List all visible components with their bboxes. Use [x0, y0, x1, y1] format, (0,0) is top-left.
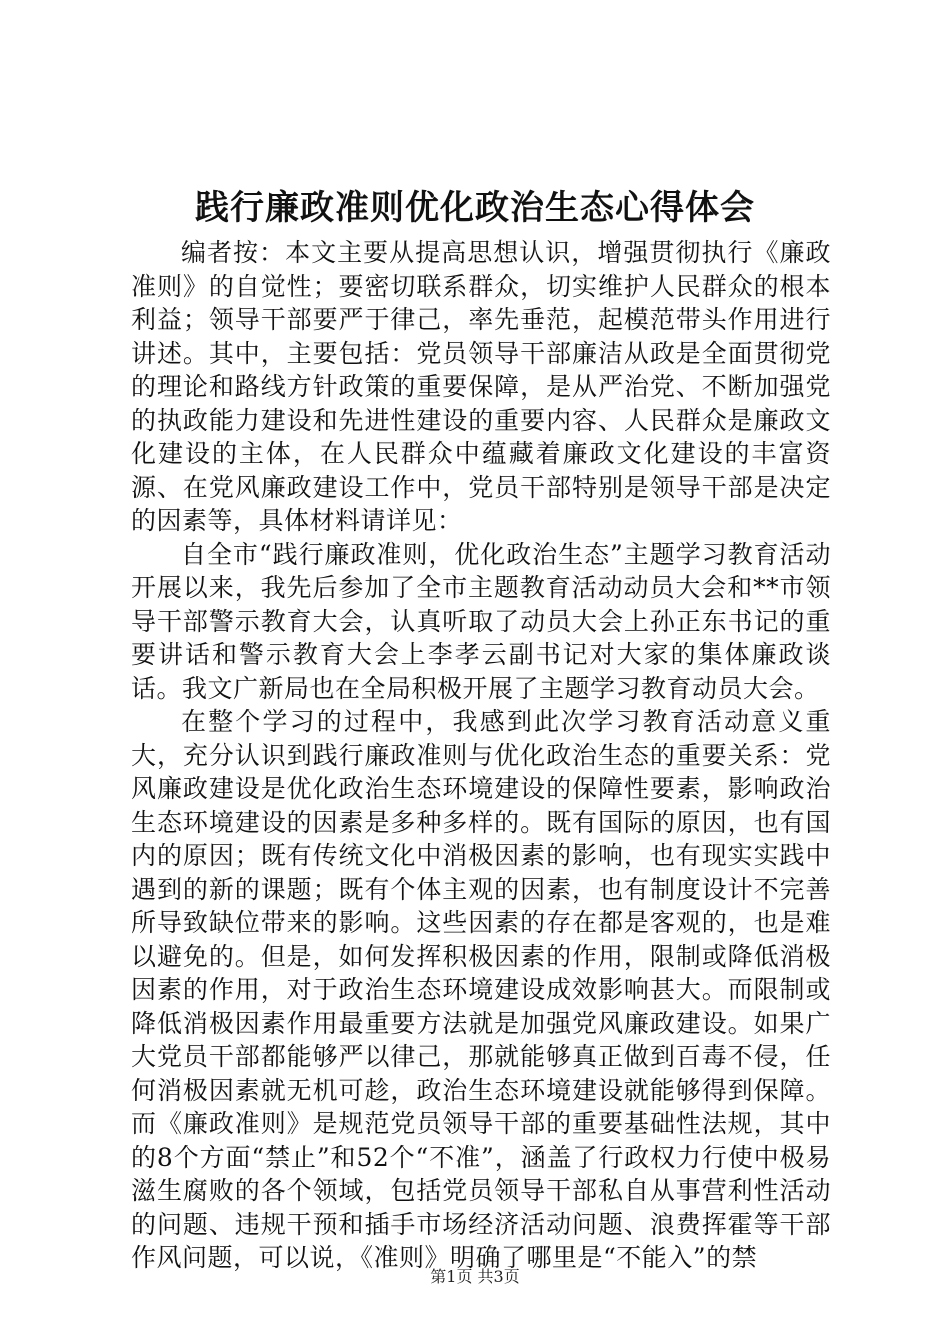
page-number-footer: 第1页 共3页 — [430, 1267, 520, 1286]
document-title: 践行廉政准则优化政治生态心得体会 — [195, 188, 755, 228]
body-paragraph: 在整个学习的过程中，我感到此次学习教育活动意义重大，充分认识到践行廉政准则与优化政治生态的重要关系：党风廉政建设是优化政治生态环境建设的保障性要素，影响政治生态环境建设的因素是多种多样的。既有国际的原因，也有国内的原因；既有传统文化中消极因素的影响，也有现实实践中遇到的新的课题；既有个体主观的因素，也有制度设计不完善所导致缺位带来的影响。这些因素的存在都是客观的，也是难以避免的。但是，如何发挥积极因素的作用，限制或降低消极因素的作用，对于政治生态环境建设成效影响甚大。而限制或降低消极因素作用最重要方法就是加强党风廉政建设。如果广大党员干部都能够严以律己，那就能够真正做到百毒不侵，任何消极因素就无机可趁，政治生态环境建设就能够得到保障。而《廉政准则》是规范党员领导干部的重要基础性法规，其中的8个方面“禁止”和52个“不准”，涵盖了行政权力行使中极易滋生腐败的各个领域，包括党员领导干部私自从事营利性活动的问题、违规干预和插手市场经济活动问题、浪费挥霍等干部作风问题，可以说，《准则》明确了哪里是“不能入”的禁 — [131, 707, 831, 1272]
body-paragraph: 自全市“践行廉政准则，优化政治生态”主题学习教育活动开展以来，我先后参加了全市主题教育活动动员大会和**市领导干部警示教育大会，认真听取了动员大会上孙正东书记的重要讲话和警示教育大会上李孝云副书记对大家的集体廉政谈话。我文广新局也在全局积极开展了主题学习教育动员大会。 — [131, 539, 831, 703]
editor-note-paragraph: 编者按：本文主要从提高思想认识，增强贯彻执行《廉政准则》的自觉性；要密切联系群众，切实维护人民群众的根本利益；领导干部要严于律己，率先垂范，起模范带头作用进行讲述。其中，主要包括：党员领导干部廉洁从政是全面贯彻党的理论和路线方针政策的重要保障，是从严治党、不断加强党的执政能力建设和先进性建设的重要内容、人民群众是廉政文化建设的主体，在人民群众中蕴藏着廉政文化建设的丰富资源、在党风廉政建设工作中，党员干部特别是领导干部是决定的因素等，具体材料请详见： — [131, 238, 831, 535]
document-body — [131, 236, 831, 1275]
